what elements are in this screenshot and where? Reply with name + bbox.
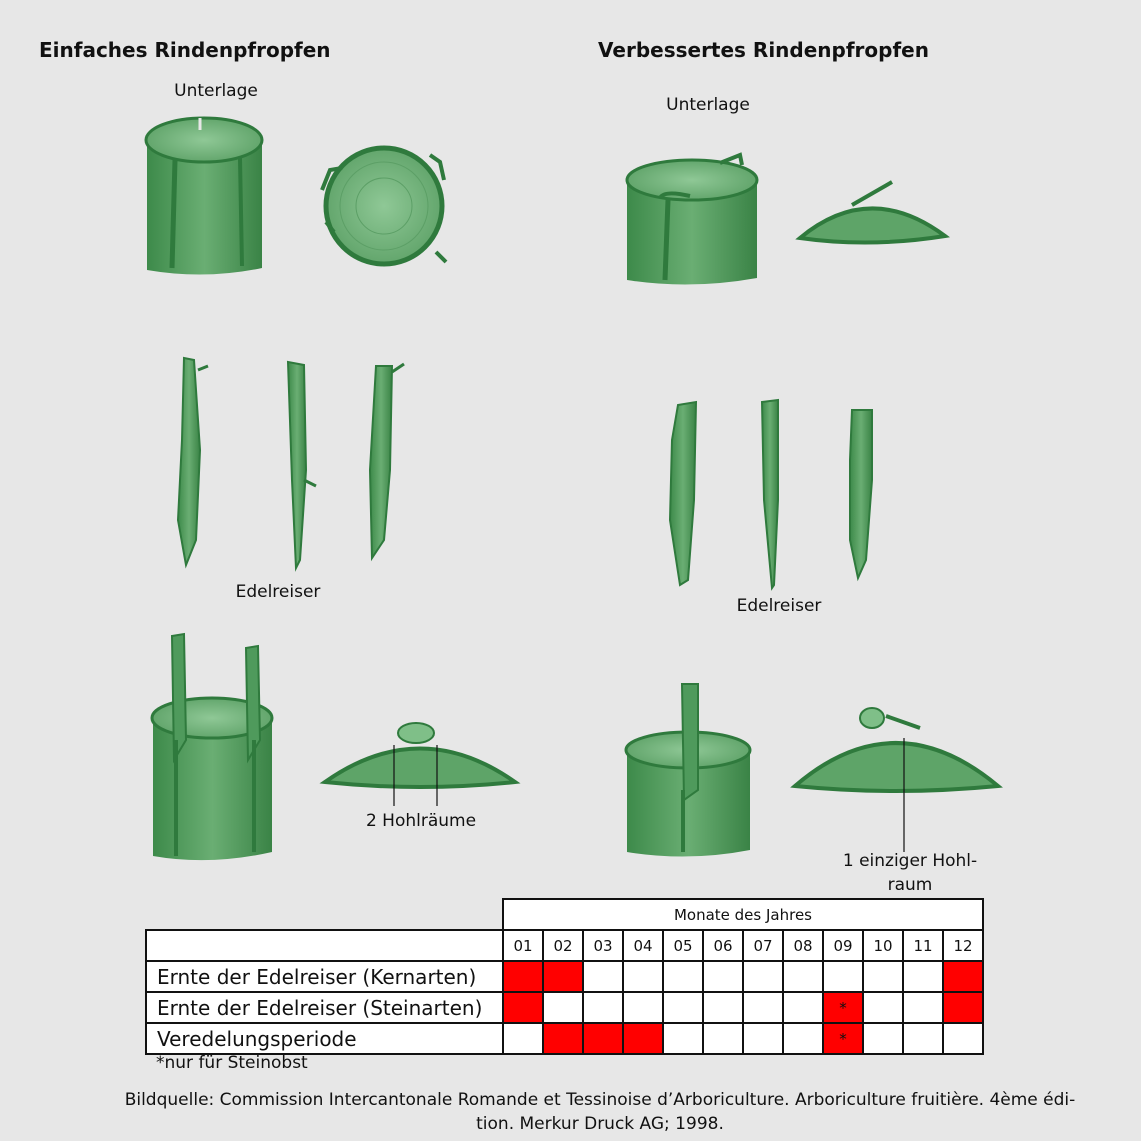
schedule-cell [663, 992, 703, 1023]
schedule-row-label: Veredelungsperiode [146, 1023, 503, 1054]
schedule-cell [903, 1023, 943, 1054]
schedule-cell [943, 992, 983, 1023]
schedule-row [146, 992, 983, 1023]
schedule-cell [863, 992, 903, 1023]
label-scions-left: Edelreiser [235, 582, 321, 602]
month-06: 06 [703, 930, 743, 961]
scion-1-left [178, 358, 208, 565]
month-11: 11 [903, 930, 943, 961]
scion-2-right [762, 400, 778, 588]
month-row-label [146, 930, 503, 961]
schedule-footnote: *nur für Steinobst [156, 1053, 308, 1073]
month-05: 05 [663, 930, 703, 961]
grafted-stock-right [626, 684, 750, 857]
schedule-row-label: Ernte der Edelreiser (Steinarten) [146, 992, 503, 1023]
grafted-cross-section-right [795, 708, 998, 852]
schedule-title-row [146, 899, 983, 930]
schedule-cell [503, 1023, 543, 1054]
schedule-cell [943, 1023, 983, 1054]
scion-2-left [288, 362, 316, 568]
schedule-cell [903, 961, 943, 992]
blank-cell [146, 899, 503, 930]
schedule-cell [743, 1023, 783, 1054]
schedule-row [146, 1023, 983, 1054]
schedule-cell [663, 961, 703, 992]
scion-3-right [850, 410, 872, 578]
rootstock-cylinder-right [627, 155, 757, 285]
schedule-cell [543, 1023, 583, 1054]
schedule-cell [583, 992, 623, 1023]
scion-3-left [370, 364, 404, 558]
schedule-cell [943, 961, 983, 992]
schedule-cell [863, 961, 903, 992]
month-01: 01 [503, 930, 543, 961]
label-single-cavity-line1: 1 einziger Hohl- [842, 851, 978, 871]
label-two-cavities: 2 Hohlräume [365, 811, 477, 831]
scion-1-right [670, 402, 696, 585]
schedule-cell [863, 1023, 903, 1054]
schedule-cell [743, 961, 783, 992]
month-02: 02 [543, 930, 583, 961]
schedule-cell [623, 1023, 663, 1054]
schedule-title: Monate des Jahres [503, 899, 983, 930]
image-source-line2: tion. Merkur Druck AG; 1998. [476, 1114, 724, 1134]
schedule-cell [623, 961, 663, 992]
month-03: 03 [583, 930, 623, 961]
grafted-stock-left [152, 634, 272, 860]
label-rootstock-right: Unterlage [666, 95, 750, 115]
heading-simple-bark-grafting: Einfaches Rindenpfropfen [39, 38, 331, 62]
rootstock-cylinder-left [146, 118, 262, 275]
label-rootstock-left: Unterlage [174, 81, 258, 101]
label-single-cavity-line2: raum [887, 875, 933, 895]
label-scions-right: Edelreiser [736, 596, 822, 616]
schedule-cell [543, 992, 583, 1023]
schedule-cell [623, 992, 663, 1023]
schedule-cell [583, 1023, 623, 1054]
heading-improved-bark-grafting: Verbessertes Rindenpfropfen [598, 38, 929, 62]
schedule-cell: * [823, 1023, 863, 1054]
schedule-row [146, 961, 983, 992]
schedule-cell [703, 1023, 743, 1054]
image-source [100, 1088, 1100, 1136]
schedule-cell [543, 961, 583, 992]
schedule-cell [703, 992, 743, 1023]
schedule-row-label: Ernte der Edelreiser (Kernarten) [146, 961, 503, 992]
schedule-cell [663, 1023, 703, 1054]
month-12: 12 [943, 930, 983, 961]
rootstock-cross-section-left [322, 148, 446, 264]
month-08: 08 [783, 930, 823, 961]
schedule-cell [783, 1023, 823, 1054]
schedule-cell [823, 961, 863, 992]
schedule-cell [703, 961, 743, 992]
month-07: 07 [743, 930, 783, 961]
image-source-line1: Bildquelle: Commission Intercantonale Romande et Tessinoise d’Arboriculture. Arboriculture fruitière. 4ème édi- [124, 1090, 1076, 1110]
month-09: 09 [823, 930, 863, 961]
schedule-month-row [146, 930, 983, 961]
schedule-cell [503, 961, 543, 992]
schedule-cell: * [823, 992, 863, 1023]
rootstock-cross-section-right [800, 182, 945, 243]
grafted-cross-section-left [325, 723, 515, 806]
schedule-cell [783, 992, 823, 1023]
schedule-cell [743, 992, 783, 1023]
month-10: 10 [863, 930, 903, 961]
month-04: 04 [623, 930, 663, 961]
schedule-cell [583, 961, 623, 992]
schedule-cell [783, 961, 823, 992]
schedule-cell [903, 992, 943, 1023]
grafting-schedule-table [145, 898, 984, 1055]
schedule-cell [503, 992, 543, 1023]
